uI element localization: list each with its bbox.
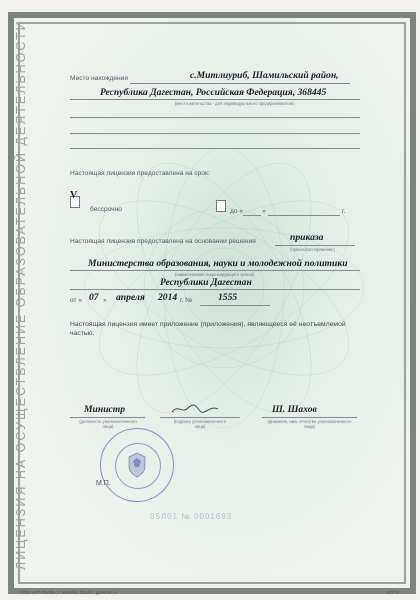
- check-mark: V: [70, 190, 78, 201]
- location-rule4: [70, 133, 360, 134]
- position-caption: (должность уполномоченного лица): [79, 419, 137, 429]
- date-day-close: »: [103, 297, 107, 304]
- basis-label: Настоящая лицензия предоставлена на основании решения: [70, 238, 256, 245]
- basis-kind-caption: (приказ/распоряжение): [290, 247, 336, 252]
- name-rule: [262, 417, 357, 418]
- printer-footer: ООО «ПТ-ГРАФ», г. Москва, 2014 г., уровень А: [20, 590, 117, 595]
- location-caption2: (место жительства - для индивидуального предпринимателя): [175, 101, 295, 106]
- official-seal: [100, 428, 174, 502]
- location-line1: с.Митлиуриб, Шамильский район,: [190, 70, 339, 81]
- organ-rule2: [70, 289, 360, 290]
- number-rule: [200, 305, 270, 306]
- location-rule5: [70, 148, 360, 149]
- side-title: ЛИЦЕНЗИЯ НА ОСУЩЕСТВЛЕНИЕ ОБРАЗОВАТЕЛЬНОЙ ДЕЯТЕЛЬНОСТИ: [14, 19, 28, 570]
- mp-label: М.П.: [96, 480, 111, 487]
- until-suffix: г.: [342, 208, 346, 215]
- term-label: Настоящая лицензия предоставлена на срок:: [70, 170, 210, 177]
- location-rule2: [70, 99, 360, 100]
- sign-caption: (подпись уполномоченного лица): [173, 419, 227, 429]
- serial-number: 05Л01 № 0001693: [150, 512, 233, 521]
- order-number: 1555: [218, 292, 238, 303]
- until-checkbox: [216, 200, 226, 212]
- form-code: А2772: [386, 590, 400, 595]
- date-year-suffix: г. №: [180, 297, 193, 304]
- until-mid: »: [262, 208, 266, 215]
- date-day: 07: [89, 292, 99, 303]
- sign-rule: [160, 417, 240, 418]
- date-from-label: от «: [70, 297, 83, 304]
- name-caption: (фамилия, имя, отчество уполномоченного лица): [267, 419, 352, 429]
- location-line2: Республика Дагестан, Российская Федерация, 368445: [100, 87, 327, 98]
- signatory-position: Министр: [84, 404, 126, 415]
- date-month: апреля: [116, 292, 145, 303]
- position-rule: [70, 417, 145, 418]
- basis-kind-rule: [275, 245, 355, 246]
- appendix-text: Настоящая лицензия имеет приложение (приложения), являющееся её неотъемлемой частью.: [70, 321, 346, 337]
- organ-line1: Министерства образования, науки и молодежной политики: [88, 258, 348, 269]
- guilloche-pattern: [74, 138, 374, 438]
- handwritten-signature: [170, 402, 220, 416]
- until-prefix: до «: [230, 208, 244, 215]
- date-year: 2014: [158, 292, 178, 303]
- basis-kind: приказа: [290, 232, 324, 243]
- location-rule3: [70, 117, 360, 118]
- signatory-name: Ш. Шахов: [272, 404, 317, 415]
- unlimited-label: бессрочно: [90, 206, 122, 213]
- location-rule1: [130, 83, 350, 84]
- organ-caption: (наименование лицензирующего органа): [175, 272, 255, 277]
- organ-line2: Республики Дагестан: [160, 277, 252, 288]
- coat-of-arms-icon: [125, 451, 149, 479]
- until-month-rule: [268, 215, 340, 216]
- location-label: Место нахождения: [70, 75, 128, 82]
- side-title-strip: [12, 19, 30, 570]
- organ-rule1: [70, 270, 360, 271]
- until-day-rule: [243, 215, 261, 216]
